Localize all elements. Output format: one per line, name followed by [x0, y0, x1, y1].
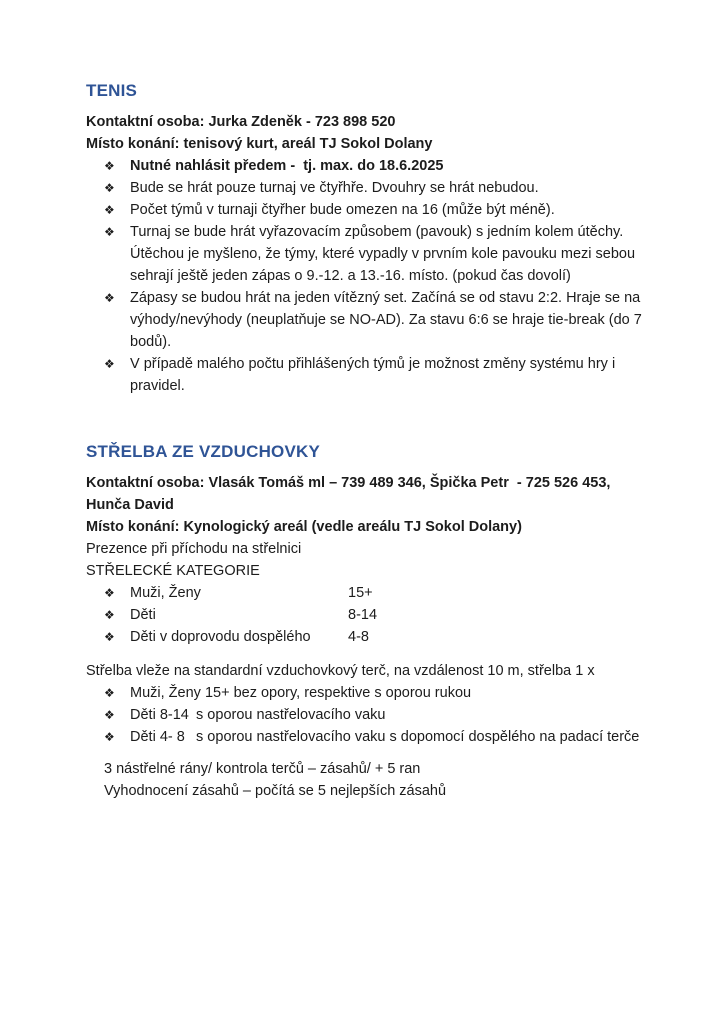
diamond-bullet-icon: ❖: [104, 159, 115, 173]
bullet-text: Turnaj se bude hrát vyřazovacím způsobem (pavouk) s jedním kolem útěchy. Útěchou je myšleno, že týmy, které vypadly v prvním kole pavouku mezi sebou sehrají ještě jeden zápas o 9.-12. a 13.-16. místo. (pokud čas dovolí): [130, 224, 640, 284]
diamond-bullet-icon: ❖: [104, 203, 115, 217]
rule-label: Děti 8-14: [130, 707, 189, 723]
diamond-bullet-icon: ❖: [104, 630, 115, 644]
bullet-text: Počet týmů v turnaji čtyřher bude omezen na 16 (může být méně).: [130, 202, 555, 218]
diamond-bullet-icon: ❖: [104, 730, 115, 744]
category-age-range: 4-8: [348, 629, 369, 645]
category-row: [104, 626, 648, 648]
bullet-text: Zápasy se budou hrát na jeden vítězný set. Začíná se od stavu 2:2. Hraje se na výhody/nevýhody (neuplatňuje se NO-AD). Za stavu 6:6 se hraje tie-break (do 7 bodů).: [130, 290, 646, 350]
rule-label: Děti 4- 8: [130, 729, 185, 745]
shooting-rule-row: [104, 726, 648, 748]
rule-content: [130, 726, 644, 748]
bullet-text: Bude se hrát pouze turnaj ve čtyřhře. Dvouhry se hrát nebudou.: [130, 180, 539, 196]
category-row: [104, 582, 648, 604]
category-age-range: 15+: [348, 585, 373, 601]
scoring-notes: [86, 758, 648, 802]
contact-person-line: Kontaktní osoba: Jurka Zdeněk - 723 898 520: [86, 114, 396, 130]
bullet-text: V případě malého počtu přihlášených týmů je možnost změny systému hry i pravidel.: [130, 356, 620, 394]
bullet-text: Nutné nahlásit předem - tj. max. do 18.6.2025: [130, 158, 444, 174]
section-strelba-ze-vzduchovky: [86, 441, 648, 802]
section-heading-strelba: STŘELBA ZE VZDUCHOVKY: [86, 442, 321, 461]
category-label: Děti v doprovodu dospělého: [130, 629, 311, 645]
diamond-bullet-icon: ❖: [104, 708, 115, 722]
category-label: Muži, Ženy: [130, 585, 201, 601]
contact-person-line-2: Hunča David: [86, 497, 174, 513]
shooting-rule-row: [104, 704, 648, 726]
bullet-item: [104, 177, 648, 199]
scoring-note-line: Vyhodnocení zásahů – počítá se 5 nejlepších zásahů: [104, 783, 447, 799]
diamond-bullet-icon: ❖: [104, 586, 115, 600]
categories-title-line: STŘELECKÉ KATEGORIE: [86, 563, 260, 579]
strelba-plain-lines: [86, 538, 648, 582]
presence-note-line: Prezence při příchodu na střelnici: [86, 541, 302, 557]
tenis-info: [86, 111, 648, 155]
bullet-item: [104, 155, 648, 177]
diamond-bullet-icon: ❖: [104, 686, 115, 700]
diamond-bullet-icon: ❖: [104, 357, 115, 371]
contact-person-line: Kontaktní osoba: Vlasák Tomáš ml – 739 489 346, Špička Petr - 725 526 453,: [86, 475, 611, 491]
diamond-bullet-icon: ❖: [104, 608, 115, 622]
bullet-item: [104, 199, 648, 221]
shooting-rule-row: [104, 682, 648, 704]
venue-line: Místo konání: Kynologický areál (vedle areálu TJ Sokol Dolany): [86, 519, 522, 535]
section-heading-tenis: TENIS: [86, 81, 138, 100]
category-row: [104, 604, 648, 626]
rule-label: Muži, Ženy: [130, 685, 201, 701]
diamond-bullet-icon: ❖: [104, 225, 115, 239]
rule-content: [130, 704, 644, 726]
bullet-item: [104, 221, 648, 287]
rule-content: [130, 682, 644, 704]
tenis-bullet-list: [86, 155, 648, 397]
category-label: Děti: [130, 607, 156, 623]
diamond-bullet-icon: ❖: [104, 181, 115, 195]
bullet-item: [104, 287, 648, 353]
section-tenis: [86, 80, 648, 397]
shooting-categories-list: [86, 582, 648, 648]
venue-line: Místo konání: tenisový kurt, areál TJ Sokol Dolany: [86, 136, 433, 152]
shooting-description: Střelba vleže na standardní vzduchovkový terč, na vzdálenost 10 m, střelba 1 x: [86, 663, 595, 679]
rule-text: 15+ bez opory, respektive s oporou rukou: [204, 685, 472, 701]
bullet-item: [104, 353, 648, 397]
scoring-note-line: 3 nástřelné rány/ kontrola terčů – zásahů/ + 5 ran: [104, 761, 421, 777]
strelba-info: [86, 472, 648, 538]
rule-text: s oporou nastřelovacího vaku: [196, 707, 386, 723]
diamond-bullet-icon: ❖: [104, 291, 115, 305]
rule-text: s oporou nastřelovacího vaku s dopomocí dospělého na padací terče: [196, 729, 640, 745]
shooting-rules-list: [86, 682, 648, 748]
category-age-range: 8-14: [348, 607, 378, 623]
